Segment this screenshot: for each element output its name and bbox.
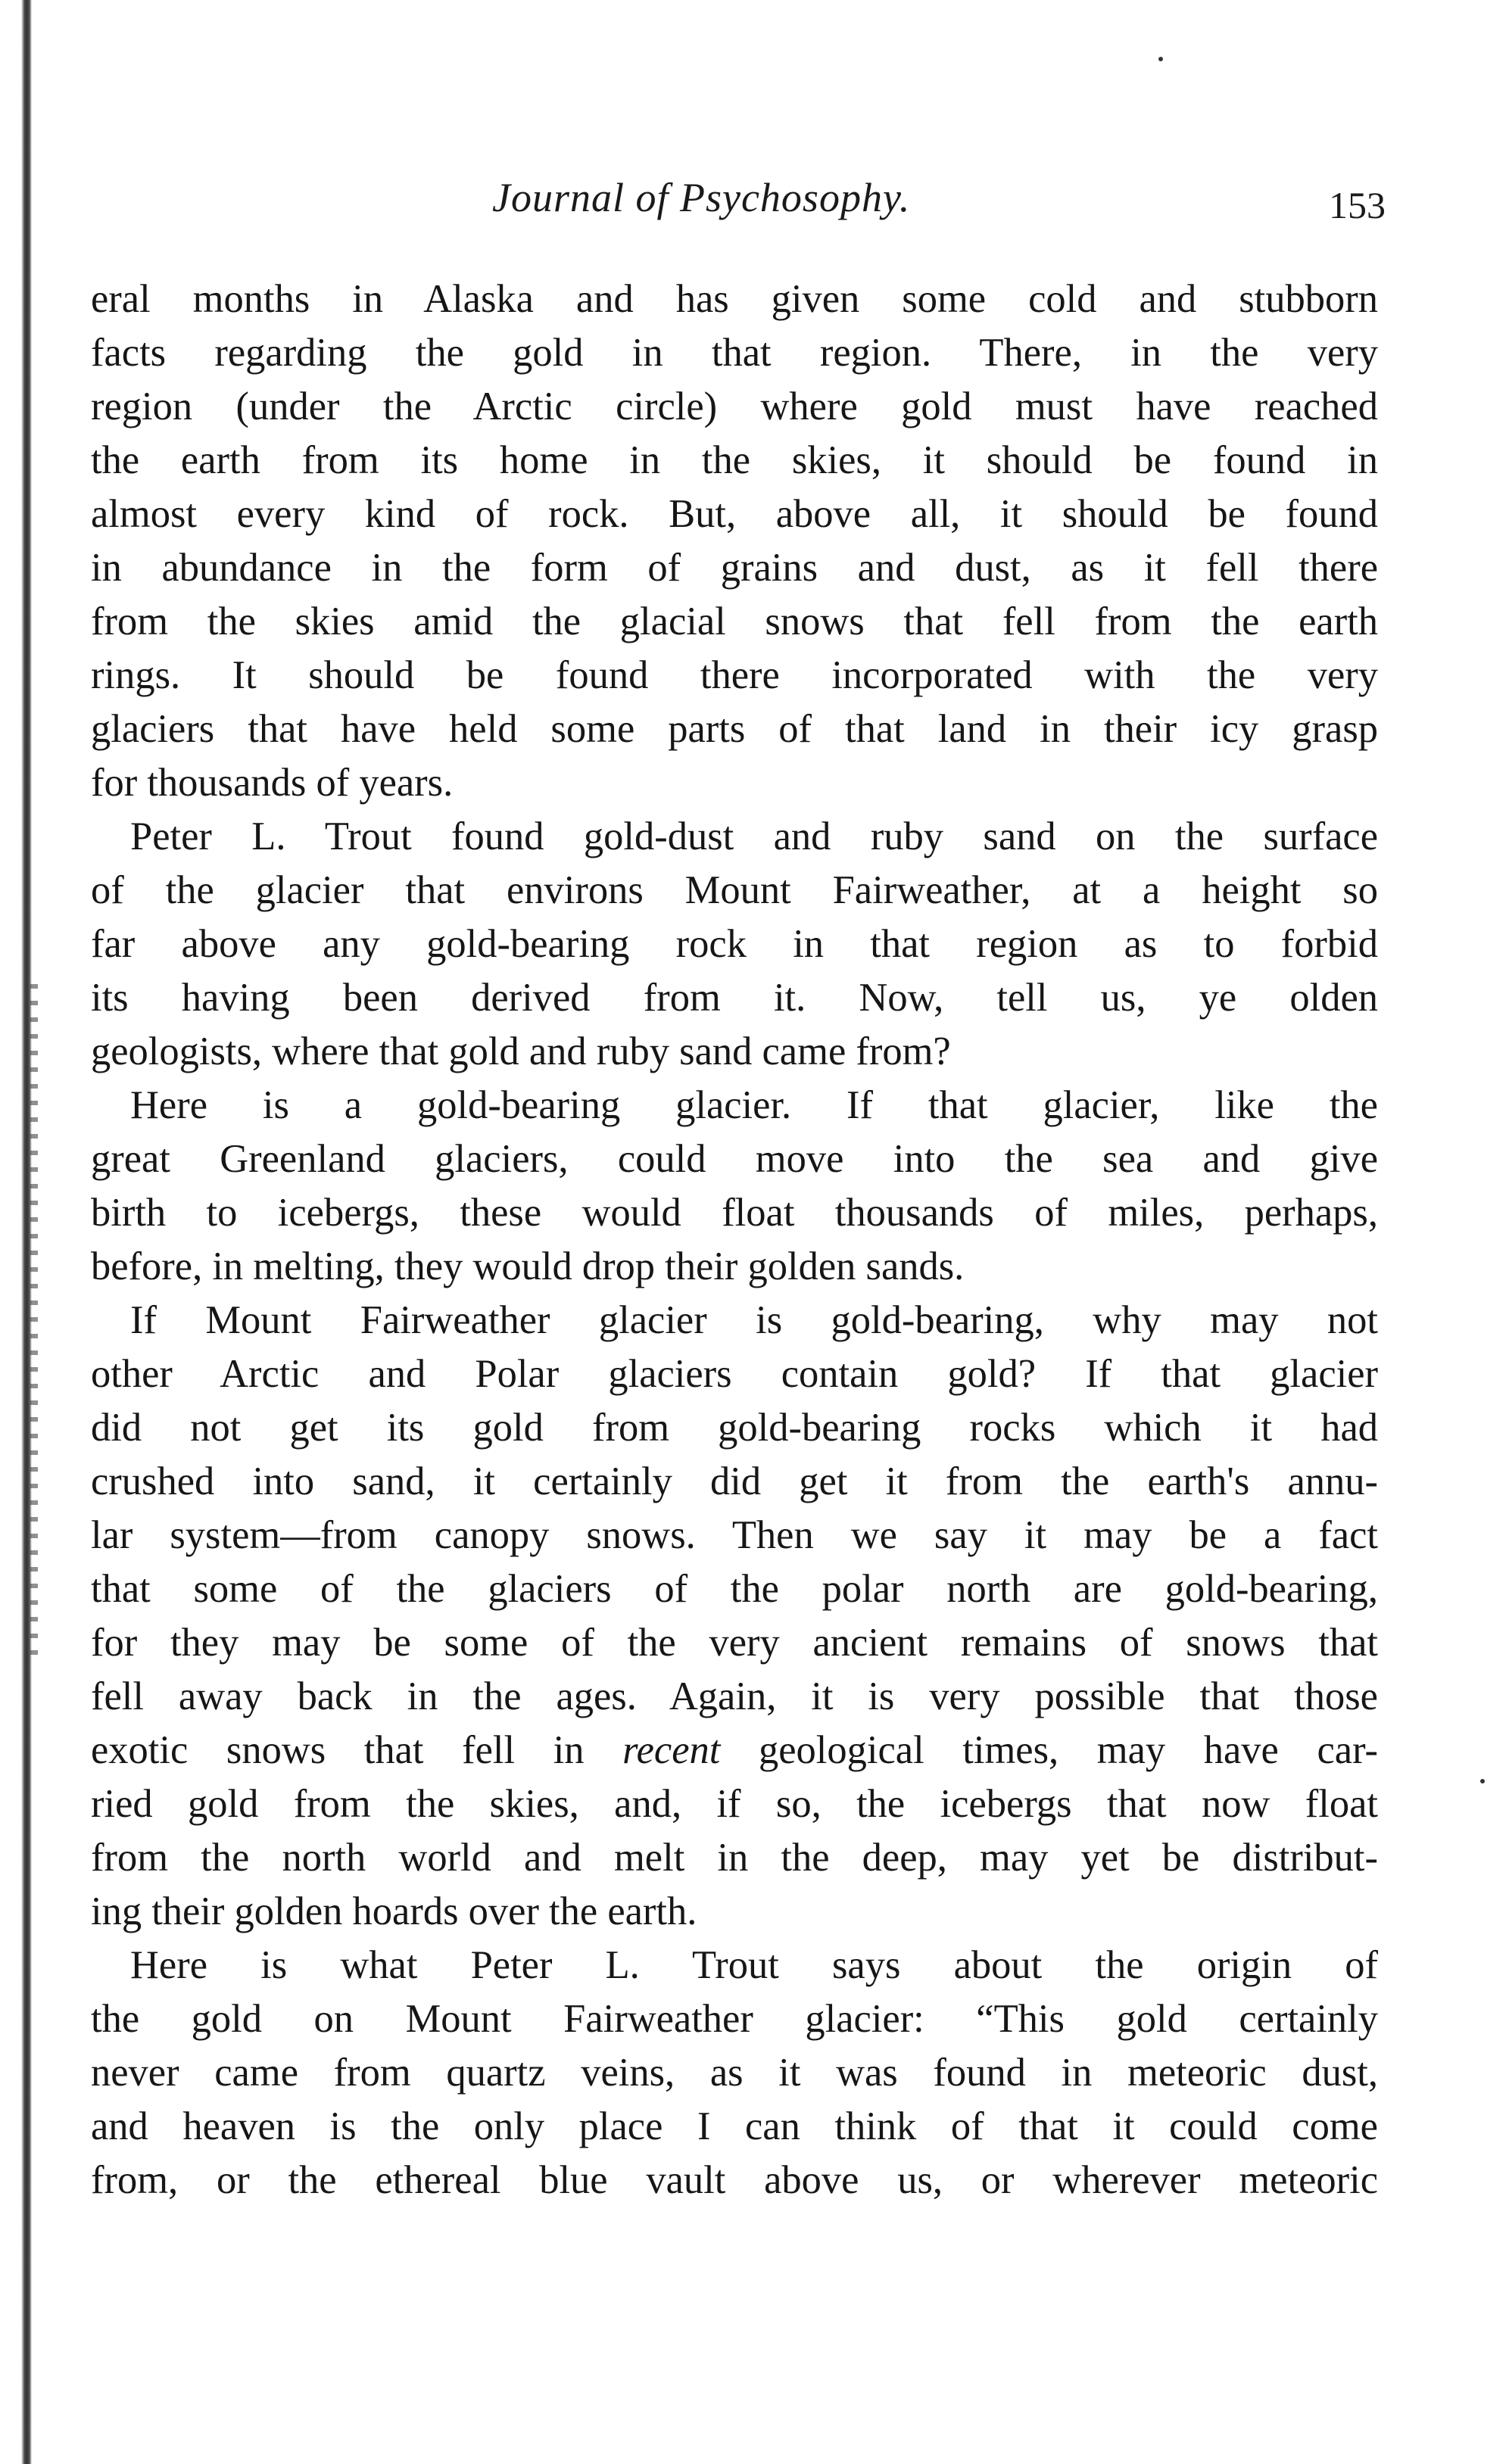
text-line: for they may be some of the very ancient remains of snows that xyxy=(91,1621,1378,1665)
text-line: that some of the glaciers of the polar north are gold-bearing, xyxy=(91,1567,1378,1611)
text-line: If Mount Fairweather glacier is gold-bearing, why may not xyxy=(130,1298,1378,1342)
text-line: other Arctic and Polar glaciers contain gold? If that glacier xyxy=(91,1352,1378,1396)
paragraph-1 xyxy=(91,273,1378,810)
text-line: of the glacier that environs Mount Fairweather, at a height so xyxy=(91,868,1378,912)
text-line: eral months in Alaska and has given some cold and stubborn xyxy=(91,277,1378,321)
scan-speck xyxy=(1158,57,1163,61)
text-line: lar system—from canopy snows. Then we say it may be a fact xyxy=(91,1513,1378,1557)
text-line: and heaven is the only place I can think of that it could come xyxy=(91,2104,1378,2148)
text-line: facts regarding the gold in that region. There, in the very xyxy=(91,331,1378,375)
text-line: fell away back in the ages. Again, it is very possible that those xyxy=(91,1674,1378,1718)
text-line: Here is a gold-bearing glacier. If that glacier, like the xyxy=(130,1083,1378,1127)
text-line: region (under the Arctic circle) where gold must have reached xyxy=(91,385,1378,428)
text-line: rings. It should be found there incorporated with the very xyxy=(91,653,1378,697)
paragraph-5 xyxy=(91,1939,1378,2207)
text-line: ried gold from the skies, and, if so, the icebergs that now float xyxy=(91,1782,1378,1826)
page-number: 153 xyxy=(1329,184,1386,226)
text-line: the earth from its home in the skies, it should be found in xyxy=(91,438,1378,482)
text-line: ing their golden hoards over the earth. xyxy=(91,1889,697,1933)
text-line: did not get its gold from gold-bearing rocks which it had xyxy=(91,1406,1378,1450)
binding-specks xyxy=(30,984,38,1665)
body-text xyxy=(91,273,1378,2207)
running-title: Journal of Psychosophy. xyxy=(492,175,911,220)
paragraph-2 xyxy=(91,810,1378,1079)
text-line: Peter L. Trout found gold-dust and ruby sand on the surface xyxy=(130,815,1378,858)
text-line: before, in melting, they would drop their golden sands. xyxy=(91,1244,965,1288)
text-line: crushed into sand, it certainly did get it from the earth's annu- xyxy=(91,1459,1378,1503)
text-line: great Greenland glaciers, could move into the sea and give xyxy=(91,1137,1378,1181)
italic-word: recent xyxy=(622,1728,721,1772)
text-line: geologists, where that gold and ruby sand came from? xyxy=(91,1030,951,1073)
text-line: from the north world and melt in the deep, may yet be distribut- xyxy=(91,1836,1378,1880)
text-line: Here is what Peter L. Trout says about the origin of xyxy=(130,1943,1378,1987)
text-line: birth to icebergs, these would float thousands of miles, perhaps, xyxy=(91,1191,1378,1235)
paragraph-3 xyxy=(91,1079,1378,1294)
text-line: from, or the ethereal blue vault above us, or wherever meteoric xyxy=(91,2158,1378,2202)
text-line: glaciers that have held some parts of that land in their icy grasp xyxy=(91,707,1378,751)
paragraph-4 xyxy=(91,1294,1378,1939)
scan-speck xyxy=(1480,1779,1485,1783)
page-header xyxy=(114,174,1386,235)
text-line: in abundance in the form of grains and dust, as it fell there xyxy=(91,546,1378,590)
text-line: the gold on Mount Fairweather glacier: “This gold certainly xyxy=(91,1997,1378,2041)
text-segment: exotic snows that fell in xyxy=(91,1728,623,1772)
text-line xyxy=(91,1724,1378,1777)
text-line: far above any gold-bearing rock in that region as to forbid xyxy=(91,922,1378,966)
text-line: for thousands of years. xyxy=(91,761,454,805)
text-line: almost every kind of rock. But, above all, it should be found xyxy=(91,492,1378,536)
text-line: from the skies amid the glacial snows that fell from the earth xyxy=(91,600,1378,643)
text-line: never came from quartz veins, as it was found in meteoric dust, xyxy=(91,2051,1378,2095)
text-line: its having been derived from it. Now, tell us, ye olden xyxy=(91,976,1378,1020)
text-segment: geological times, may have car- xyxy=(720,1728,1378,1772)
